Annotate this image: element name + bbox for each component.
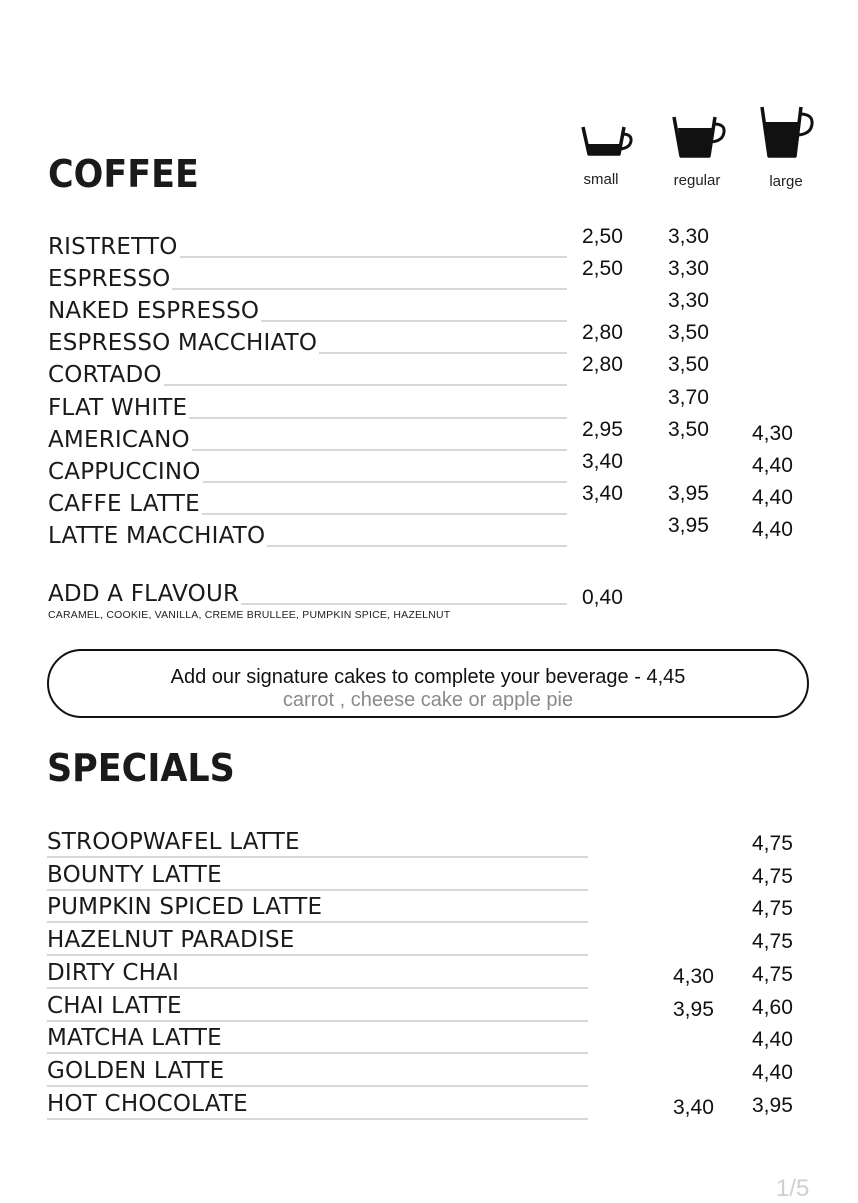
page-number: 1/5 [776, 1175, 810, 1202]
price-small: 2,50 [582, 257, 623, 281]
size-label-large: large [769, 173, 803, 190]
specials-item-row [47, 954, 589, 986]
price-large: 4,40 [752, 517, 793, 541]
price-regular: 3,30 [668, 225, 709, 248]
size-label-regular: regular [673, 172, 721, 189]
cup-large-icon [759, 104, 815, 160]
price-small: 2,80 [582, 321, 623, 345]
specials-item-name: MATCHA LATTE [47, 1025, 222, 1052]
price-large: 4,75 [752, 897, 793, 921]
specials-item-name: HAZELNUT PARADISE [47, 927, 295, 954]
coffee-item-name: ESPRESSO [48, 266, 171, 293]
price-large: 4,30 [752, 421, 793, 445]
flavour-name: ADD A FLAVOUR [48, 581, 240, 607]
leader-line [47, 1118, 588, 1120]
price-regular: 3,95 [673, 997, 714, 1021]
coffee-item-row [48, 421, 568, 453]
coffee-item-name: RISTRETTO [48, 234, 178, 260]
flavour-row [48, 575, 568, 607]
cake-offer-main: Add our signature cakes to complete your beverage - 4,45 [170, 666, 686, 688]
price-large: 4,40 [752, 1028, 793, 1052]
price-large: 4,40 [752, 1060, 793, 1084]
specials-title: SPECIALS [47, 746, 235, 790]
price-large: 3,95 [752, 1093, 793, 1117]
price-large: 4,75 [752, 832, 793, 855]
price-small: 2,50 [582, 225, 623, 248]
price-small: 3,40 [582, 449, 623, 473]
specials-item-row [47, 823, 589, 855]
size-label-small: small [583, 171, 619, 188]
price-large: 4,75 [752, 962, 793, 986]
specials-item-name: DIRTY CHAI [47, 959, 180, 986]
specials-item-row [47, 921, 589, 953]
coffee-item-name: NAKED ESPRESSO [48, 298, 260, 325]
flavour-price: 0,40 [582, 586, 623, 609]
coffee-item-row [48, 260, 568, 292]
price-large: 4,75 [752, 864, 793, 888]
price-regular: 3,30 [668, 257, 709, 281]
coffee-item-row [48, 485, 568, 517]
specials-item-row [47, 1085, 589, 1117]
specials-item-name: PUMPKIN SPICED LATTE [47, 894, 323, 921]
specials-item-row [47, 1019, 589, 1051]
cake-offer-sub: carrot , cheese cake or apple pie [282, 689, 574, 711]
coffee-item-row [48, 356, 568, 388]
coffee-item-name: CAFFE LATTE [48, 490, 200, 517]
price-regular: 3,95 [668, 513, 709, 537]
price-large: 4,40 [752, 453, 793, 477]
coffee-title: COFFEE [48, 152, 199, 196]
price-large: 4,75 [752, 930, 793, 954]
price-small: 3,40 [582, 481, 623, 505]
coffee-item-row [48, 453, 568, 485]
price-large: 4,60 [752, 995, 793, 1019]
price-large: 4,40 [752, 485, 793, 509]
specials-item-name: STROOPWAFEL LATTE [47, 829, 300, 855]
flavour-options: CARAMEL, COOKIE, VANILLA, CREME BRULLEE, PUMPKIN SPICE, HAZELNUT [48, 609, 451, 621]
cake-offer-box [47, 649, 809, 718]
cup-small-icon [580, 124, 634, 158]
specials-item-row [47, 888, 589, 920]
specials-item-name: CHAI LATTE [47, 992, 182, 1019]
price-regular: 3,50 [668, 353, 709, 377]
price-regular: 3,40 [673, 1095, 714, 1119]
price-small: 2,95 [582, 417, 623, 441]
coffee-item-name: AMERICANO [48, 426, 190, 453]
specials-item-row [47, 987, 589, 1019]
coffee-item-name: LATTE MACCHIATO [48, 522, 266, 549]
specials-item-row [47, 856, 589, 888]
coffee-item-name: FLAT WHITE [48, 394, 188, 421]
price-regular: 3,50 [668, 417, 709, 441]
coffee-item-name: CORTADO [48, 362, 162, 389]
price-regular: 3,50 [668, 321, 709, 345]
specials-item-name: GOLDEN LATTE [47, 1057, 225, 1084]
coffee-item-row [48, 228, 568, 260]
coffee-item-row [48, 292, 568, 324]
coffee-item-name: CAPPUCCINO [48, 458, 201, 485]
coffee-item-name: ESPRESSO MACCHIATO [48, 330, 318, 357]
specials-item-name: BOUNTY LATTE [47, 861, 222, 888]
specials-item-name: HOT CHOCOLATE [47, 1090, 248, 1117]
cup-regular-icon [671, 114, 727, 160]
price-small: 2,80 [582, 353, 623, 377]
price-regular: 4,30 [673, 964, 714, 988]
specials-item-row [47, 1052, 589, 1084]
price-regular: 3,30 [668, 289, 709, 313]
coffee-item-row [48, 324, 568, 356]
coffee-item-row [48, 389, 568, 421]
price-regular: 3,70 [668, 385, 709, 409]
coffee-item-row [48, 517, 568, 549]
price-regular: 3,95 [668, 481, 709, 505]
